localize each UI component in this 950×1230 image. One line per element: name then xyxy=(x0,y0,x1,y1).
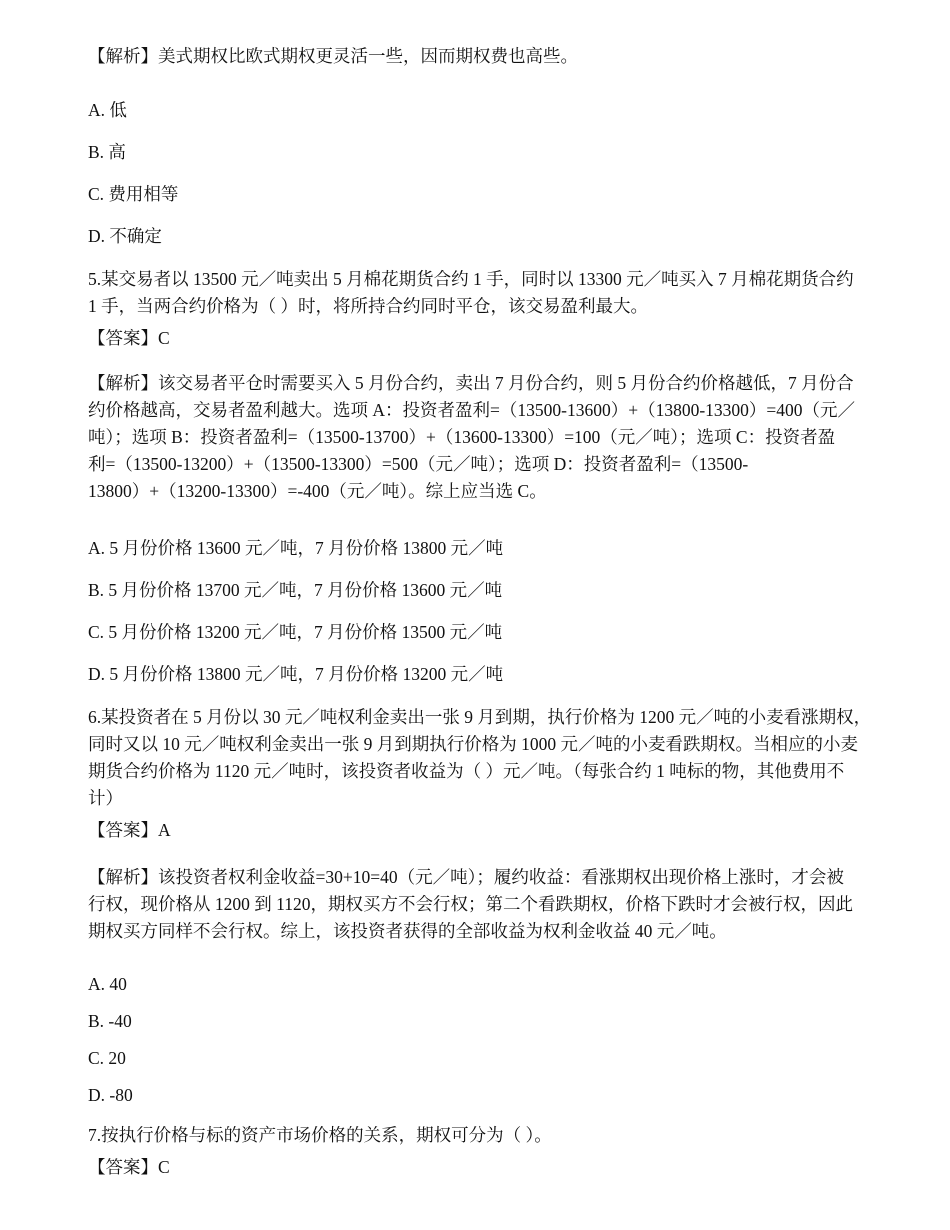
q5-analysis xyxy=(88,370,904,505)
q6-option-d: D. -80 xyxy=(88,1085,133,1105)
q6-stem-line: 期货合约价格为 1120 元／吨时，该投资者收益为（ ）元／吨。（每张合约 1 吨标的物，其他费用不 xyxy=(88,761,845,781)
q4-option-a: A. 低 xyxy=(88,100,127,120)
q6-stem-line: 6.某投资者在 5 月份以 30 元／吨权利金卖出一张 9 月到期，执行价格为 1200 元／吨的小麦看涨期权， xyxy=(88,707,872,727)
q6-analysis-line: 【解析】该投资者权利金收益=30+10=40（元／吨）；履约收益：看涨期权出现价格上涨时，才会被 xyxy=(88,867,844,887)
q6-analysis-line: 期权买方同样不会行权。综上，该投资者获得的全部收益为权利金收益 40 元／吨。 xyxy=(88,921,727,941)
q5-stem-line: 5.某交易者以 13500 元／吨卖出 5 月棉花期货合约 1 手，同时以 13300 元／吨买入 7 月棉花期货合约 xyxy=(88,269,854,289)
q5-option-a: A. 5 月份价格 13600 元／吨，7 月份价格 13800 元／吨 xyxy=(88,538,504,558)
q6-analysis-line: 行权，现价格从 1200 到 1120，期权买方不会行权；第二个看跌期权，价格下跌时才会被行权，因此 xyxy=(88,894,853,914)
q5-option-c: C. 5 月份价格 13200 元／吨，7 月份价格 13500 元／吨 xyxy=(88,622,503,642)
q6-answer: 【答案】A xyxy=(88,820,171,840)
q4-option-d: D. 不确定 xyxy=(88,226,162,246)
q6-option-c: C. 20 xyxy=(88,1048,126,1068)
q6-analysis xyxy=(88,864,904,945)
top-analysis: 【解析】美式期权比欧式期权更灵活一些，因而期权费也高些。 xyxy=(88,46,578,66)
q5-analysis-line: 利=（13500-13200）+（13500-13300）=500（元／吨）；选项 D：投资者盈利=（13500- xyxy=(88,454,749,474)
q5-answer: 【答案】C xyxy=(88,328,170,348)
q5-option-d: D. 5 月份价格 13800 元／吨，7 月份价格 13200 元／吨 xyxy=(88,664,504,684)
q5-option-b: B. 5 月份价格 13700 元／吨，7 月份价格 13600 元／吨 xyxy=(88,580,503,600)
q5-stem xyxy=(88,266,904,320)
q7-answer: 【答案】C xyxy=(88,1157,170,1177)
q4-option-b: B. 高 xyxy=(88,142,126,162)
q5-analysis-line: 13800）+（13200-13300）=-400（元／吨）。综上应当选 C。 xyxy=(88,481,547,501)
q5-analysis-line: 吨）；选项 B：投资者盈利=（13500-13700）+（13600-13300）=100（元／吨）；选项 C：投资者盈 xyxy=(88,427,836,447)
q7-stem: 7.按执行价格与标的资产市场价格的关系，期权可分为（ ）。 xyxy=(88,1125,552,1145)
q6-option-b: B. -40 xyxy=(88,1011,132,1031)
q6-stem xyxy=(88,704,904,812)
q5-analysis-line: 【解析】该交易者平仓时需要买入 5 月份合约，卖出 7 月份合约，则 5 月份合约价格越低，7 月份合 xyxy=(88,373,854,393)
q5-stem-line: 1 手，当两合约价格为（ ）时，将所持合约同时平仓，该交易盈利最大。 xyxy=(88,296,648,316)
q6-option-a: A. 40 xyxy=(88,974,127,994)
q5-analysis-line: 约价格越高，交易者盈利越大。选项 A：投资者盈利=（13500-13600）+（13800-13300）=400（元／ xyxy=(88,400,856,420)
q6-stem-line: 同时又以 10 元／吨权利金卖出一张 9 月到期执行价格为 1000 元／吨的小麦看跌期权。当相应的小麦 xyxy=(88,734,858,754)
q4-option-c: C. 费用相等 xyxy=(88,184,179,204)
q6-stem-line: 计） xyxy=(88,788,123,808)
